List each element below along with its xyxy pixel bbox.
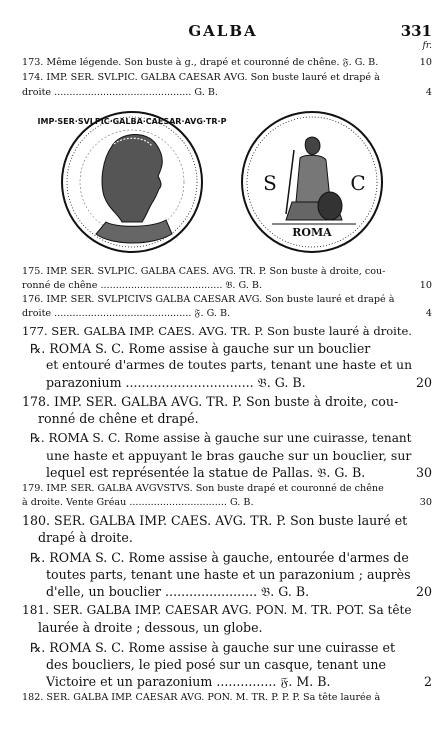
obverse-legend: IMP·SER·SVLPIC·GALBA·CAESAR·AVG·TR·P — [37, 117, 227, 126]
entry-175-line-1: 175. IMP. SER. SVLPIC. GALBA CAES. AVG. TR. P. Son buste à droite, cou- — [22, 266, 386, 277]
entry-180-line-4: toutes parts, tenant une haste et un parazonium ; auprès — [46, 567, 411, 582]
entry-181-line-5: Victoire et un parazonium ............... 𝔉. M. B. — [46, 674, 331, 689]
running-header — [0, 22, 446, 51]
entry-180-line-1: 180. SER. GALBA IMP. CAES. AVG. TR. P. Son buste lauré et — [22, 513, 408, 528]
entry-177-price: 20 — [415, 375, 432, 390]
entry-179-line-1: 179. IMP. SER. GALBA AVGVSTVS. Son buste drapé et couronné de chêne — [22, 483, 384, 494]
entry-178-line-5: lequel est représentée la statue de Pallas. 𝔅. G. B. — [46, 465, 366, 480]
page-number: 331 — [400, 22, 432, 40]
reverse-field-right: C — [350, 171, 366, 195]
reverse-exergue: ROMA — [292, 226, 332, 239]
coin-reverse — [242, 112, 382, 252]
entry-178-line-1: 178. IMP. SER. GALBA AVG. TR. P. Son buste à droite, cou- — [22, 394, 399, 409]
entry-174-price: 4 — [425, 87, 432, 98]
entry-177-line-1: 177. SER. GALBA IMP. CAES. AVG. TR. P. Son buste lauré à droite. — [22, 324, 412, 338]
coin-obverse — [38, 112, 227, 252]
entry-181-line-4: des boucliers, le pied posé sur un casque, tenant une — [46, 657, 386, 672]
entry-180-line-3: ℞. ROMA S. C. Rome assise à gauche, entourée d'armes de — [30, 550, 409, 565]
entry-176-line-1: 176. IMP. SER. SVLPICIVS GALBA CAESAR AVG. Son buste lauré et drapé à — [22, 294, 395, 305]
entry-180-line-5: d'elle, un bouclier ....................... 𝔅. G. B. — [46, 584, 310, 599]
entry-182-line-1: 182. SER. GALBA IMP. CAESAR AVG. PON. M. TR. P. P. P. Sa tête laurée à — [22, 692, 381, 703]
coin-illustration — [37, 110, 390, 258]
entry-180-line-2: drapé à droite. — [38, 530, 133, 545]
entry-178-line-2: ronné de chêne et drapé. — [38, 411, 199, 426]
entry-175-line-2: ronné de chêne ........................................ 𝔅. G. B. — [22, 280, 263, 291]
entry-180-price: 20 — [415, 584, 432, 599]
reverse-field-left: S — [263, 171, 277, 195]
coin-svg — [37, 110, 390, 258]
entry-177-line-3: et entouré d'armes de toutes parts, tenant une haste et un — [46, 358, 413, 372]
page-title: GALBA — [188, 22, 258, 40]
entry-178-line-4: une haste et appuyant le bras gauche sur un bouclier, sur — [46, 448, 412, 463]
entry-176-line-2: droite ............................................. 𝔉. G. B. — [22, 308, 231, 319]
entry-178-line-3: ℞. ROMA S. C. Rome assise à gauche sur une cuirasse, tenant — [30, 431, 412, 445]
entry-181-line-2: laurée à droite ; dessous, un globe. — [38, 620, 263, 635]
entry-179-price: 30 — [419, 497, 432, 508]
entry-174-line-2: droite ............................................. G. B. — [22, 87, 218, 98]
entry-181-line-3: ℞. ROMA S. C. Rome assise à gauche sur une cuirasse et — [30, 640, 396, 655]
entry-174-line-1: 174. IMP. SER. SVLPIC. GALBA CAESAR AVG. Son buste lauré et drapé à — [22, 72, 380, 83]
entry-173-price: 10 — [419, 57, 432, 68]
entry-181-price: 2 — [423, 674, 432, 689]
entry-177-line-4: parazonium ................................ 𝔅. G. B. — [46, 375, 306, 390]
entry-177-line-2: ℞. ROMA S. C. Rome assise à gauche sur un bouclier — [30, 341, 371, 356]
entry-178-price: 30 — [415, 465, 432, 480]
currency-label: fr. — [422, 41, 432, 51]
entry-173-line-1: 173. Même légende. Son buste à g., drapé et couronné de chêne. 𝔉. G. B. — [22, 57, 379, 68]
entry-181-line-1: 181. SER. GALBA IMP. CAESAR AVG. PON. M. TR. POT. Sa tête — [22, 603, 412, 617]
entry-175-price: 10 — [419, 280, 432, 291]
entry-176-price: 4 — [425, 308, 432, 319]
entry-179-line-2: à droite. Vente Gréau ................................ G. B. — [22, 497, 254, 508]
